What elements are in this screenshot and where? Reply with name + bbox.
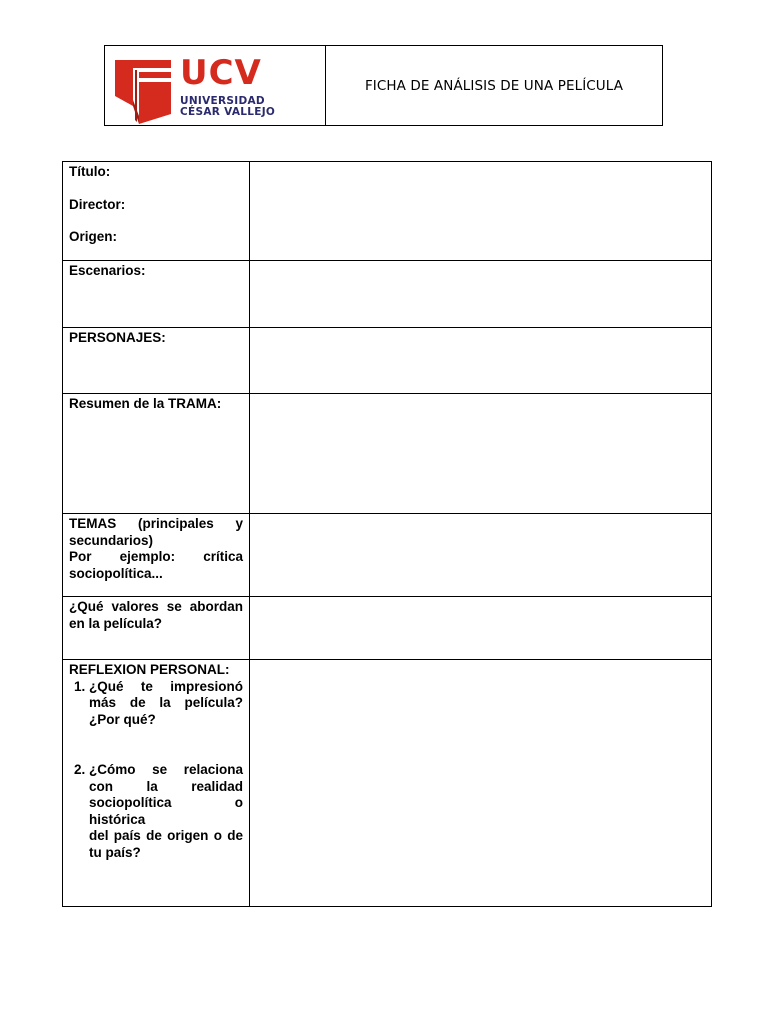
document-title: FICHA DE ANÁLISIS DE UNA PELÍCULA — [364, 77, 624, 94]
logo-cell — [105, 46, 326, 125]
label-cell-basic-info — [63, 162, 250, 261]
field-escenarios[interactable] — [250, 261, 712, 328]
label-reflexion: REFLEXION PERSONAL: — [69, 662, 230, 677]
field-valores[interactable] — [250, 597, 712, 660]
ucv-shield-logo — [113, 56, 175, 124]
label-valores: ¿Qué valores se abordan en la película? — [63, 597, 250, 660]
field-temas[interactable] — [250, 514, 712, 597]
form-row-reflexion — [63, 660, 712, 907]
question-2 — [89, 762, 243, 861]
logo-line-2: CÉSAR VALLEJO — [180, 106, 276, 118]
question-1: 1. ¿Qué te impresionó más de la película? ¿Por qué? — [89, 679, 243, 729]
form-row-temas — [63, 514, 712, 597]
label-cell-reflexion — [63, 660, 250, 907]
document-header — [104, 45, 663, 126]
analysis-form-table — [62, 161, 712, 907]
form-row-personajes — [63, 328, 712, 394]
label-escenarios: Escenarios: — [63, 261, 250, 328]
form-row-trama — [63, 394, 712, 514]
label-personajes: PERSONAJES: — [63, 328, 250, 394]
label-titulo: Título: — [69, 164, 111, 179]
label-temas: TEMAS (principales y secundarios) — [69, 516, 243, 548]
label-trama: Resumen de la TRAMA: — [63, 394, 250, 514]
label-origen: Origen: — [69, 229, 118, 244]
form-row-escenarios — [63, 261, 712, 328]
field-trama[interactable] — [250, 394, 712, 514]
field-personajes[interactable] — [250, 328, 712, 394]
form-row-valores — [63, 597, 712, 660]
reflexion-questions — [69, 679, 243, 862]
form-row-basic-info — [63, 162, 712, 261]
field-basic-info[interactable] — [250, 162, 712, 261]
field-reflexion[interactable] — [250, 660, 712, 907]
logo-line-1: UNIVERSIDAD — [180, 95, 265, 107]
label-cell-temas — [63, 514, 250, 597]
logo-brand: UCV — [180, 53, 262, 93]
logo-university-name — [180, 96, 275, 118]
label-director: Director: — [69, 196, 126, 212]
question-2-part-2: del país de origen o de tu país? — [89, 828, 243, 860]
label-temas-example: Por ejemplo: crítica sociopolítica... — [69, 549, 243, 581]
question-2-part-1: 2. ¿Cómo se relaciona con la realidad sociopolítica o histórica — [89, 762, 243, 827]
